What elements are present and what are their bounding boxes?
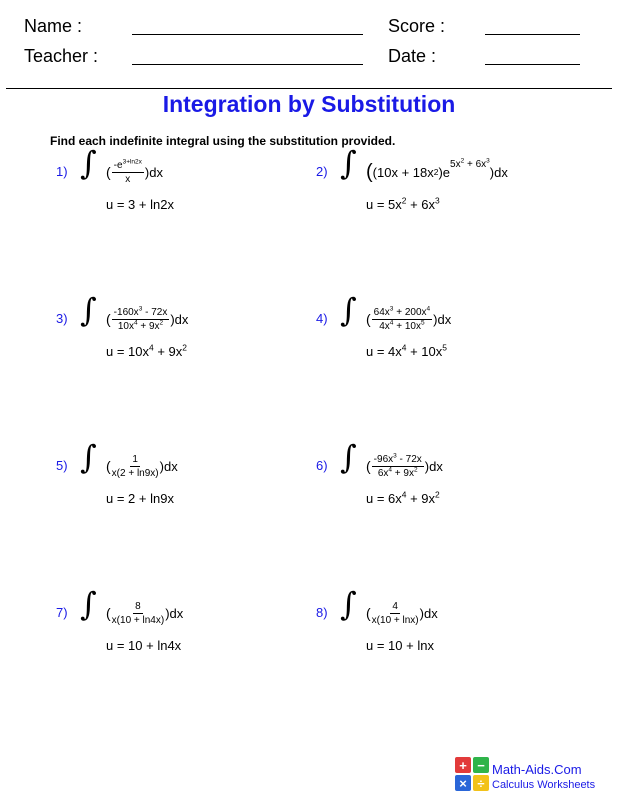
date-label: Date : <box>388 46 437 66</box>
score-label: Score : <box>388 16 446 36</box>
differential: )dx <box>144 164 163 180</box>
divide-icon: ÷ <box>473 775 489 791</box>
differential: )dx <box>159 458 178 474</box>
problem-3 <box>56 291 346 359</box>
integral-sign: ∫ <box>340 585 357 623</box>
integral-sign: ∫ <box>80 438 97 476</box>
times-icon: × <box>455 775 471 791</box>
substitution: $u = 10x^4 + 9x^2$ <box>106 342 187 359</box>
exponent: 3+ln2x <box>122 158 142 166</box>
integrand: ( $\frac{8}{x(10 + \ln 4x)}$ )dx <box>106 600 184 626</box>
problem-8 <box>316 585 606 653</box>
substitution: u = 10 + ln4x <box>106 638 182 653</box>
differential: )dx <box>424 458 443 474</box>
teacher-label: Teacher : <box>24 46 99 66</box>
denominator: x(10 + ln4x) <box>111 614 165 626</box>
differential: )dx <box>489 164 508 180</box>
numerator: 8 <box>135 600 141 612</box>
differential: )dx <box>419 605 438 621</box>
problem-number: 8) <box>316 605 328 620</box>
denominator: $10x^4 + 9x^2$ <box>117 319 164 332</box>
problem-number: 2) <box>316 164 328 179</box>
substitution: u = 2 + ln9x <box>106 491 174 506</box>
numerator: 1 <box>132 453 138 465</box>
substitution: $u = 4x^4 + 10x^5$ <box>366 342 447 359</box>
instructions: Find each indefinite integral using the substitution provided. <box>50 134 396 148</box>
integrand: ( (10x + 18x 2 )e $5x^2 + 6x^3$ )dx <box>366 157 508 183</box>
worksheet-title: Integration by Substitution <box>162 91 456 117</box>
name-line[interactable] <box>132 34 363 35</box>
score-line[interactable] <box>485 34 580 35</box>
problem-6 <box>316 438 606 506</box>
integral-sign: ∫ <box>340 144 357 182</box>
denominator: x(10 + lnx) <box>371 614 419 626</box>
integral-sign: ∫ <box>80 144 97 182</box>
fraction <box>112 601 165 626</box>
fraction <box>112 454 159 479</box>
integrand: ( $\frac{-96x^3 - 72x}{6x^4 + 9x^2}$ )dx <box>366 452 443 479</box>
integrand: ( $\frac{1}{x(2 + \ln 9x)}$ )dx <box>106 453 178 479</box>
numerator: $-96x^3 - 72x$ <box>373 452 422 465</box>
substitution: u = 3 + ln2x <box>106 197 174 212</box>
fraction <box>112 160 144 185</box>
date-line[interactable] <box>485 64 580 65</box>
minus-icon: − <box>473 757 489 773</box>
fraction <box>372 454 424 479</box>
denominator: x(2 + ln9x) <box>111 467 159 479</box>
problem-4 <box>316 291 606 359</box>
numerator: $64x^3 + 200x^4$ <box>373 305 431 318</box>
denominator: $4x^4 + 10x^5$ <box>379 319 425 332</box>
integral-sign: ∫ <box>340 291 357 329</box>
problem-1 <box>56 144 346 212</box>
fraction <box>372 307 432 332</box>
problem-number: 7) <box>56 605 68 620</box>
header-divider <box>6 88 612 89</box>
integrand: ( $\frac{64x^3 + 200x^4}{4x^4 + 10x^5}$ )dx <box>366 305 452 332</box>
differential: )dx <box>433 311 452 327</box>
numerator: -e <box>113 159 123 171</box>
teacher-line[interactable] <box>132 64 363 65</box>
problem-number: 5) <box>56 458 68 473</box>
problem-2 <box>316 144 606 212</box>
integrand: ( $\frac{-160x^3 - 72x}{10x^4 + 9x^2}$ )dx <box>106 305 189 332</box>
integral-sign: ∫ <box>80 585 97 623</box>
integral-sign: ∫ <box>80 291 97 329</box>
integrand: ( $\frac{4}{x(10 + \ln x)}$ )dx <box>366 600 438 626</box>
integrand: ( $\frac{-e^{3+ln2x}}{x}$ )dx <box>106 158 163 185</box>
exponent: $5x^2 + 6x^3$ <box>450 157 490 170</box>
fraction <box>372 601 419 626</box>
problem-number: 3) <box>56 311 68 326</box>
problem-5 <box>56 438 346 506</box>
problem-number: 6) <box>316 458 328 473</box>
plus-icon: + <box>455 757 471 773</box>
substitution: u = 10 + lnx <box>366 638 434 653</box>
numerator: $-160x^3 - 72x$ <box>113 305 168 318</box>
math-aids-logo-icon <box>455 757 489 791</box>
brand-name[interactable]: Math-Aids.Com <box>492 762 582 777</box>
substitution: $u = 5x^2 + 6x^3$ <box>366 195 440 212</box>
brand-subtitle: Calculus Worksheets <box>492 779 596 791</box>
fraction <box>112 307 170 332</box>
denominator: $6x^4 + 9x^2$ <box>377 466 418 479</box>
substitution: $u = 6x^4 + 9x^2$ <box>366 489 440 506</box>
problem-number: 4) <box>316 311 328 326</box>
differential: )dx <box>165 605 184 621</box>
name-label: Name : <box>24 16 83 36</box>
problem-number: 1) <box>56 164 68 179</box>
differential: )dx <box>170 311 189 327</box>
problem-7 <box>56 585 346 653</box>
integral-sign: ∫ <box>340 438 357 476</box>
numerator: 4 <box>392 600 398 612</box>
denominator: x <box>125 173 131 185</box>
